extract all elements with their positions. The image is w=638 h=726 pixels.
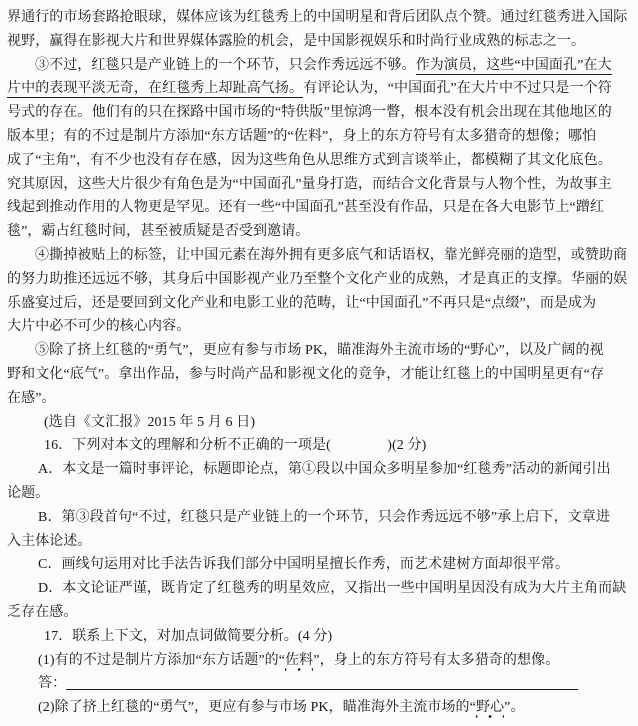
para4-line-2: 的努力助推还远远不够，其身后中国影视产业乃至整个文化产业的成熟，才是真正的支撑。华丽的娱 xyxy=(7,271,628,287)
question-17-stem: 17．联系上下文，对加点词做简要分析。(4 分) xyxy=(44,628,333,644)
para3-line-7: 线起到推动作用的人物更是罕见。还有一些“中国面孔”甚至没有作品，只是在各大电影节上“蹭红 xyxy=(7,200,605,216)
option-c: C．画线句运用对比手法告诉我们部分中国明星擅长作秀，而艺术建树方面却很平常。 xyxy=(38,557,570,573)
para3-line-3: 号式的存在。他们有的只在探路中国市场的“特供版”里惊鸿一瞥，根本没有机会出现在其他地区的 xyxy=(7,105,612,121)
para3-line-2 xyxy=(7,77,630,101)
para3-line-5: 成了“主角”，有不少也没有存在感，因为这些角色从思维方式到言谈举止，都模糊了其文化底色。 xyxy=(7,152,612,168)
underlined-sentence-part1: 作为演员，这些“中国面孔”在大 xyxy=(415,57,612,73)
para3-line-1 xyxy=(7,54,630,78)
option-d-line-2: 乏存在感。 xyxy=(7,604,78,620)
para4-line-1: ④撕掉被贴上的标签，让中国元素在海外拥有更多底气和话语权，靠光鲜亮丽的造型，或赞助商 xyxy=(35,247,628,263)
question-17-sub1 xyxy=(7,649,630,673)
para3-text: 有评论认为，“中国面孔”在大片中不过只是一个符 xyxy=(303,81,612,97)
para2-line-1: 界通行的市场套路抢眼球，媒体应该为红毯秀上的中国明星和背后团队点个赞。通过红毯秀进入国际 xyxy=(7,10,628,25)
para5-line-3: 在感”。 xyxy=(7,390,56,406)
answer-blank-line xyxy=(66,677,578,690)
answer-line xyxy=(7,672,630,696)
emphasis-dotted-word-zuoliao: 佐料 xyxy=(285,653,313,672)
para3-text: ③不过，红毯只是产业链上的一个环节，只会作秀远远不够。 xyxy=(35,57,416,73)
para2-line-2: 视野，赢得在影视大片和世界媒体露脸的机会，是中国影视娱乐和时尚行业成熟的标志之一。 xyxy=(7,33,586,49)
sub1-text: (1)有的不过是制片方添加“东方话题”的“ xyxy=(38,652,286,668)
sub2-text: (2)除了挤上红毯的“勇气”，更应有参与市场 PK，瞄准海外主流市场的“ xyxy=(38,700,476,716)
underlined-sentence-part2: 片中的表现平淡无奇，在红毯秀上却趾高气扬。 xyxy=(7,81,304,97)
emphasis-dotted-word-yexin: 野心 xyxy=(476,700,504,719)
question-16-stem: 16．下列对本文的理解和分析不正确的一项是( )(2 分) xyxy=(44,438,427,454)
para3-line-4: 版本里；有的不过是制片方添加“东方话题”的“佐料”，身上的东方符号有太多猎奇的想像；哪怕 xyxy=(7,128,597,144)
para5-line-1: ⑤除了挤上红毯的“勇气”，更应有参与市场 PK，瞄准海外主流市场的“野心”，以及广阔的视 xyxy=(35,343,604,359)
option-b-line-1: B．第③段首句“不过，红毯只是产业链上的一个环节，只会作秀远远不够”承上启下，文章进 xyxy=(38,509,610,525)
source-citation: (选自《文汇报》2015 年 5 月 6 日) xyxy=(44,414,256,430)
para4-line-3: 乐盛宴过后，还是要回到文化产业和电影工业的范畴，让“中国面孔”不再只是“点缀”，而是成为 xyxy=(7,295,597,311)
para3-line-8: 毯”，霸占红毯时间，甚至被质疑是否受到邀请。 xyxy=(7,224,310,240)
para4-line-4: 大片中必不可少的核心内容。 xyxy=(7,319,191,335)
question-17-sub2 xyxy=(7,696,630,720)
option-a-line-1: A．本文是一篇时事评论，标题即论点，第①段以中国众多明星参加“红毯秀”活动的新闻引出 xyxy=(38,462,611,478)
sub2-text: ”。 xyxy=(504,700,525,716)
para3-line-6: 究其原因，这些大片很少有角色是为“中国面孔”量身打造，而结合文化背景与人物个性，为故事主 xyxy=(7,176,612,192)
option-d-line-1: D．本文论证严谨，既肯定了红毯秀的明星效应，又指出一些中国明星因没有成为大片主角而缺 xyxy=(38,581,627,597)
para5-line-2: 野和文化“底气”。拿出作品，参与时尚产品和影视文化的竞争，才能让红毯上的中国明星更有“存 xyxy=(7,366,605,382)
sub1-text: ”，身上的东方符号有太多猎奇的想像。 xyxy=(313,652,560,668)
answer-label: 答： xyxy=(38,676,67,692)
option-a-line-2: 论题。 xyxy=(7,485,50,501)
option-b-line-2: 入主体论述。 xyxy=(7,533,92,549)
